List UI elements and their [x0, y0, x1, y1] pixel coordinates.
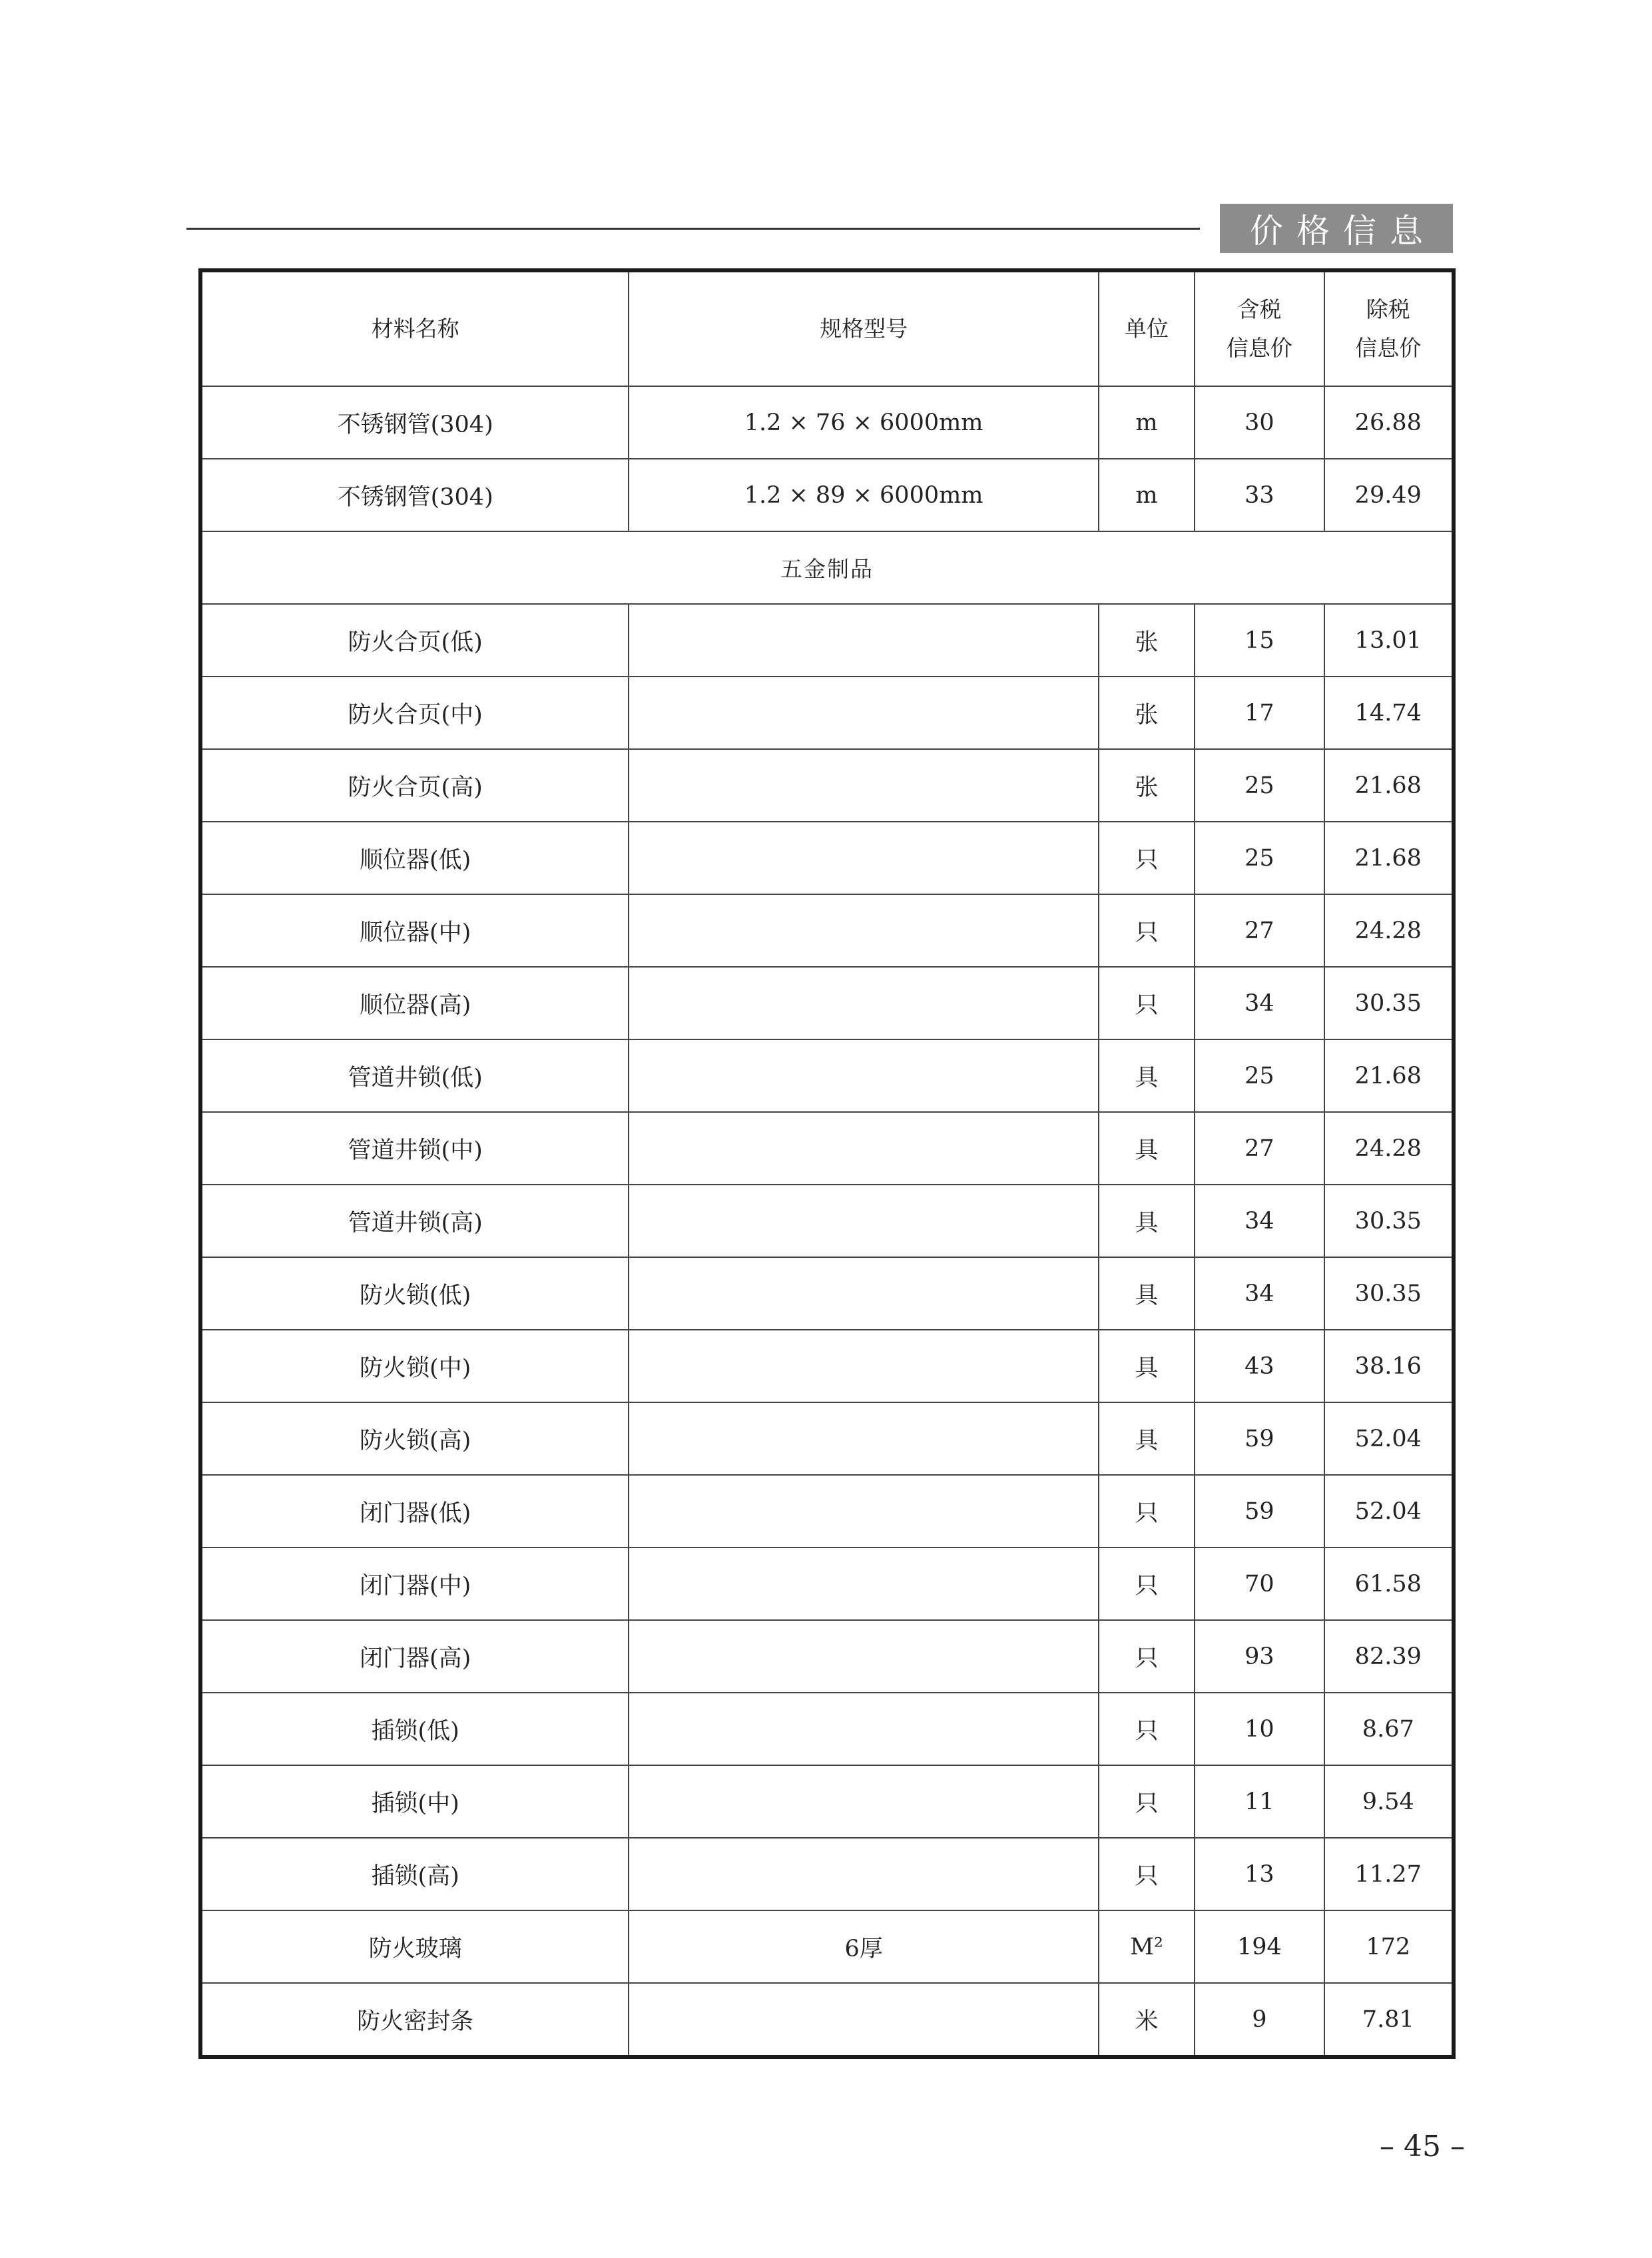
cell-price-with-tax: 34 [1195, 1185, 1324, 1257]
cell-spec [629, 1548, 1098, 1620]
cell-unit: 具 [1099, 1402, 1195, 1475]
page-number: – 45 – [1380, 2129, 1465, 2163]
cell-name: 防火锁(低) [200, 1257, 629, 1330]
section-row [200, 531, 1454, 604]
table-row [200, 1838, 1454, 1910]
cell-price-with-tax: 25 [1195, 749, 1324, 822]
cell-unit: 张 [1099, 677, 1195, 749]
cell-price-without-tax: 21.68 [1324, 822, 1454, 894]
table-row [200, 822, 1454, 894]
cell-spec [629, 1185, 1098, 1257]
cell-spec: 1.2 × 89 × 6000mm [629, 459, 1098, 531]
column-header-price-without-tax [1324, 270, 1454, 386]
cell-price-with-tax: 70 [1195, 1548, 1324, 1620]
table-body [200, 386, 1454, 2057]
section-label: 五金制品 [200, 531, 1454, 604]
cell-unit: 只 [1099, 1765, 1195, 1838]
cell-price-without-tax: 26.88 [1324, 386, 1454, 459]
column-header-price-without-tax-line1: 除税 [1366, 296, 1410, 322]
cell-price-with-tax: 33 [1195, 459, 1324, 531]
table-row [200, 894, 1454, 967]
column-header-unit: 单位 [1099, 270, 1195, 386]
column-header-price-without-tax-line2: 信息价 [1355, 335, 1422, 361]
cell-unit: 具 [1099, 1257, 1195, 1330]
cell-spec [629, 1765, 1098, 1838]
cell-unit: 只 [1099, 894, 1195, 967]
table-row [200, 1257, 1454, 1330]
cell-unit: 只 [1099, 967, 1195, 1039]
table-row [200, 1330, 1454, 1402]
cell-price-without-tax: 13.01 [1324, 604, 1454, 677]
cell-price-without-tax: 7.81 [1324, 1983, 1454, 2057]
cell-price-without-tax: 30.35 [1324, 1257, 1454, 1330]
cell-price-with-tax: 17 [1195, 677, 1324, 749]
cell-price-without-tax: 29.49 [1324, 459, 1454, 531]
cell-price-with-tax: 59 [1195, 1475, 1324, 1548]
table-row [200, 1185, 1454, 1257]
cell-price-with-tax: 13 [1195, 1838, 1324, 1910]
cell-price-with-tax: 93 [1195, 1620, 1324, 1693]
cell-price-without-tax: 8.67 [1324, 1693, 1454, 1765]
cell-spec [629, 1693, 1098, 1765]
cell-spec [629, 967, 1098, 1039]
cell-unit: 只 [1099, 822, 1195, 894]
cell-name: 闭门器(中) [200, 1548, 629, 1620]
table-row [200, 1765, 1454, 1838]
table-row [200, 1112, 1454, 1185]
cell-spec [629, 1620, 1098, 1693]
cell-price-without-tax: 21.68 [1324, 749, 1454, 822]
table-row [200, 967, 1454, 1039]
table-row [200, 1402, 1454, 1475]
cell-price-with-tax: 43 [1195, 1330, 1324, 1402]
column-header-name: 材料名称 [200, 270, 629, 386]
cell-name: 闭门器(低) [200, 1475, 629, 1548]
table-row [200, 1620, 1454, 1693]
cell-unit: 只 [1099, 1838, 1195, 1910]
cell-price-without-tax: 61.58 [1324, 1548, 1454, 1620]
cell-price-without-tax: 14.74 [1324, 677, 1454, 749]
cell-name: 管道井锁(低) [200, 1039, 629, 1112]
cell-unit: 只 [1099, 1475, 1195, 1548]
cell-spec [629, 749, 1098, 822]
cell-price-with-tax: 27 [1195, 894, 1324, 967]
table-row [200, 749, 1454, 822]
cell-spec [629, 677, 1098, 749]
cell-spec [629, 894, 1098, 967]
cell-name: 闭门器(高) [200, 1620, 629, 1693]
cell-price-with-tax: 34 [1195, 1257, 1324, 1330]
cell-spec [629, 1112, 1098, 1185]
cell-unit: 只 [1099, 1548, 1195, 1620]
cell-spec: 1.2 × 76 × 6000mm [629, 386, 1098, 459]
cell-price-with-tax: 25 [1195, 1039, 1324, 1112]
cell-spec [629, 1039, 1098, 1112]
cell-name: 插锁(中) [200, 1765, 629, 1838]
cell-unit: 具 [1099, 1185, 1195, 1257]
cell-price-with-tax: 59 [1195, 1402, 1324, 1475]
cell-price-with-tax: 10 [1195, 1693, 1324, 1765]
cell-price-without-tax: 24.28 [1324, 1112, 1454, 1185]
table-row [200, 604, 1454, 677]
cell-unit: m [1099, 459, 1195, 531]
price-table [198, 268, 1456, 2059]
table-header-row [200, 270, 1454, 386]
cell-price-with-tax: 25 [1195, 822, 1324, 894]
cell-spec [629, 1330, 1098, 1402]
cell-name: 防火合页(中) [200, 677, 629, 749]
cell-spec [629, 1838, 1098, 1910]
cell-spec: 6厚 [629, 1910, 1098, 1983]
cell-name: 防火锁(高) [200, 1402, 629, 1475]
column-header-spec: 规格型号 [629, 270, 1098, 386]
cell-unit: 只 [1099, 1620, 1195, 1693]
cell-price-without-tax: 30.35 [1324, 1185, 1454, 1257]
cell-name: 插锁(高) [200, 1838, 629, 1910]
cell-price-with-tax: 34 [1195, 967, 1324, 1039]
column-header-price-with-tax [1195, 270, 1324, 386]
cell-name: 插锁(低) [200, 1693, 629, 1765]
cell-price-with-tax: 15 [1195, 604, 1324, 677]
cell-price-without-tax: 52.04 [1324, 1475, 1454, 1548]
column-header-price-with-tax-line2: 信息价 [1226, 335, 1292, 361]
cell-price-with-tax: 194 [1195, 1910, 1324, 1983]
cell-unit: 只 [1099, 1693, 1195, 1765]
cell-name: 不锈钢管(304) [200, 386, 629, 459]
cell-name: 管道井锁(中) [200, 1112, 629, 1185]
cell-name: 顺位器(低) [200, 822, 629, 894]
cell-price-without-tax: 21.68 [1324, 1039, 1454, 1112]
table-row [200, 1548, 1454, 1620]
cell-name: 防火合页(高) [200, 749, 629, 822]
cell-name: 顺位器(高) [200, 967, 629, 1039]
cell-name: 防火密封条 [200, 1983, 629, 2057]
table-row [200, 1910, 1454, 1983]
table-row [200, 459, 1454, 531]
cell-unit: 张 [1099, 749, 1195, 822]
header-rule [186, 228, 1200, 230]
cell-name: 管道井锁(高) [200, 1185, 629, 1257]
cell-price-without-tax: 24.28 [1324, 894, 1454, 967]
cell-price-with-tax: 9 [1195, 1983, 1324, 2057]
cell-price-without-tax: 38.16 [1324, 1330, 1454, 1402]
cell-spec [629, 1402, 1098, 1475]
cell-price-without-tax: 82.39 [1324, 1620, 1454, 1693]
cell-price-without-tax: 52.04 [1324, 1402, 1454, 1475]
table-row [200, 1039, 1454, 1112]
cell-spec [629, 1983, 1098, 2057]
cell-price-without-tax: 172 [1324, 1910, 1454, 1983]
cell-spec [629, 822, 1098, 894]
cell-price-without-tax: 30.35 [1324, 967, 1454, 1039]
table-row [200, 1693, 1454, 1765]
cell-unit: M² [1099, 1910, 1195, 1983]
cell-spec [629, 1475, 1098, 1548]
cell-unit: 米 [1099, 1983, 1195, 2057]
cell-unit: 具 [1099, 1039, 1195, 1112]
section-title: 价格信息 [1220, 204, 1453, 253]
cell-unit: 张 [1099, 604, 1195, 677]
cell-name: 防火锁(中) [200, 1330, 629, 1402]
cell-price-without-tax: 11.27 [1324, 1838, 1454, 1910]
cell-unit: 具 [1099, 1112, 1195, 1185]
cell-spec [629, 1257, 1098, 1330]
cell-price-without-tax: 9.54 [1324, 1765, 1454, 1838]
table-row [200, 1983, 1454, 2057]
cell-price-with-tax: 30 [1195, 386, 1324, 459]
cell-spec [629, 604, 1098, 677]
cell-name: 顺位器(中) [200, 894, 629, 967]
table-row [200, 1475, 1454, 1548]
table-row [200, 386, 1454, 459]
cell-name: 防火玻璃 [200, 1910, 629, 1983]
table-row [200, 677, 1454, 749]
cell-price-with-tax: 11 [1195, 1765, 1324, 1838]
cell-name: 防火合页(低) [200, 604, 629, 677]
cell-name: 不锈钢管(304) [200, 459, 629, 531]
cell-unit: m [1099, 386, 1195, 459]
column-header-price-with-tax-line1: 含税 [1237, 296, 1282, 322]
cell-unit: 具 [1099, 1330, 1195, 1402]
cell-price-with-tax: 27 [1195, 1112, 1324, 1185]
